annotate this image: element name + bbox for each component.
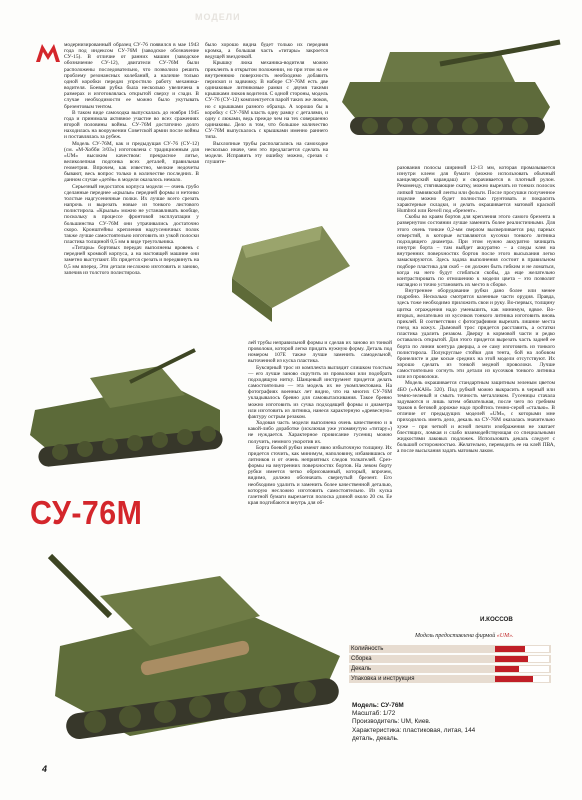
info-line: Характеристика: пластиковая, литая, 144	[352, 726, 476, 734]
rating-fill	[495, 666, 519, 672]
article-column-2-upper	[205, 42, 328, 196]
rating-row	[349, 665, 551, 673]
info-line: Производитель: UM, Киев.	[352, 718, 431, 726]
tank-photo-bottom	[40, 536, 350, 766]
tank-photo-top	[330, 12, 565, 160]
caption-text: Модель предоставлена фирмой	[415, 633, 497, 639]
article-column-1	[64, 42, 199, 334]
tank-photo-middle	[20, 340, 245, 480]
paragraph: было хорошо видна будет только их передняя кромка, а большая часть «титары» закроется ведущей звездочкой.	[205, 42, 328, 61]
rating-label: Сборка	[351, 656, 372, 662]
paragraph: Борта боевой рубки имеют явно избыточную толщину. Их придется сточить, как минимум, наполовину, избавившись от литников и от очень неприятных следов толкателей. Срез-формы на внутренних поверхностях бортов. На левом борту рубки имеется четко обрисованный, который, впрочем, видимо, должно обозначать свернутый брезент. Его необходимо удалить и заменить более качественной деталью, которую несложно изготовить самостоятельно. Из куска газетной бумаги вырезается полоска длиной около 20 см. Ее края подгибаются внутрь для об-	[248, 444, 392, 507]
rating-row	[349, 645, 551, 653]
rating-fill	[495, 656, 528, 662]
rating-row	[349, 655, 551, 663]
info-line: деталь, декаль.	[352, 734, 399, 742]
author-name: И.КОССОВ	[480, 616, 513, 623]
rating-fill	[495, 646, 525, 652]
caption-brand: «UM».	[496, 633, 514, 639]
model-credit-caption	[415, 633, 514, 639]
page-number: 4	[42, 764, 48, 774]
rating-bar	[495, 646, 549, 652]
article-column-3	[397, 165, 555, 605]
tank-illustration-icon	[20, 340, 245, 480]
hull-illustration-icon	[222, 196, 362, 336]
article-title: СУ-76М	[30, 494, 143, 531]
rating-row	[349, 675, 551, 683]
paragraph: Внутреннее оборудование рубки дано более или менее подробно. Несколько смотрятся казенные части орудия. Правда, здесь тоже необходимо приложить свои и руку. Во-первых, толщину щитка ограждения надо уменьшить, как минимум, вдвое. Во-вторых, желательно из кусочков тонкого литника изготовить вновь приклей. В соответствии с фотографиями вырезать лишние места гнезд на кожух. Дымовой трос придется расставить, а остатки пластика удалить резаком. Дверцу в кормовой части и редко оставалось открытой. Для этого придется вырезать часть задней ее борта по линии контура дверцы, а ее саму изготовить из тонкого полистирола. Полукруглые стойки для тента, бой на лобовом бронелисте и две косые средних на этой модели отсутствуют. Их хорошо сделать из тонкой медной проволоки. Лучше самостоятельно согнуть эти детали из кусочков тонкого литника или из проволоки.	[397, 288, 555, 381]
rating-label: Колийность	[351, 646, 384, 652]
ratings-table	[349, 645, 551, 692]
rating-bar	[495, 656, 549, 662]
rating-label: Декаль	[351, 666, 372, 672]
paragraph: Модель окрашивается стандартным защитным зеленым цветом 4БО («АКАН» 320). Под рубкой можно выкрасить в черный или темно-зеленый и смыть точность металликом. Гусеницы стачала задуваются и лишь затем обязательная, после чего по гребням траков в беговой дорожке надо пройтись темно-серой «сталью». В отличие от предыдущих моделей «UM», с которыми мне приходилось иметь дело, декаль на СУ-76М оказалась значительно хуже – при четкой и ясной печати изображения не хватает блестящих, ломкая и слабо взаимодействующая со специальными жидкостями лаковых подложек. Использовать декаль следует с большой осторожностью. Желательно, переводить ее на клей ПВА, а после высыхания задать матовым лаком.	[397, 380, 555, 455]
info-line: Модель: СУ-76М	[352, 702, 404, 709]
tank-illustration-icon	[40, 536, 350, 766]
info-line: Масштаб: 1/72	[352, 710, 396, 718]
rating-bar	[495, 666, 549, 672]
rating-label: Упаковка и инструкция	[351, 676, 415, 682]
paragraph: Скобы во краям бортов для крепления этого самого брезента в развернутом состоянии лучше заменить более реалистичными. Для этого очень тонкие 0,2-мм сверлом высверливается ряд парных отверстий, в которые вставляются кусочки тонкого литника подходящего диаметра. При этом нужно аккуратно зачищать изнутри борта – там выйдет аккуратно – а следы клея на внутренних поверхностях бортов после этого высыхания легко замаскируются. Здесь задача выполнения состоит в правильном подборе пластика для скоб – он должен быть гибким и не ломаться, когда на него будут сгибаться скобы, да еще желательно контрастировать по отношению к модели цвета – это позволит наглядно и точно установить их место в сборке.	[397, 214, 555, 288]
paragraph: Ходовая часть модели выполнена очень качественно и в какой-либо доработке (исключая уже упомянутую «титару») не нуждается. Характерное провисание гусениц можно получить, немного укоротив их.	[248, 420, 392, 445]
paragraph: разования полосы шириной 12-13 мм, которая промазывается изнутри клеем для бумаги (можно использовать обычный канцелярский карандаш) и сворачивается в плотный рулон. Рекоменду, стягивающие скатку, можно вырезать из тонких полосок липкой тамиявской ленты или фольги. После просушки полученное изделие можно будет полностью грунтовать и покрасить характерные складки, и делать окрашивается матовой краской Humbrol или Revell под «брезент».	[397, 165, 555, 215]
model-info-block	[352, 702, 552, 743]
paragraph: Буксирный трос из комплекта выглядит слишком толстым — его лучше заново скрутить из проволоки или подобрать подходящую нитку. Шанцевый инструмент придется делать самостоятельно — эта модель их не укомплектована. На фотографиях военных лет видно, что на многих СУ-76М укладывалось бревно для самовытаскивания. Такое бревно можно изготовить из сучка подходящей формы и диаметра или изготовить из литника, нанеся характерную «древесную» фактуру острым резаком.	[248, 364, 392, 420]
magazine-logo-icon	[34, 40, 64, 64]
rating-fill	[495, 676, 533, 682]
paragraph: лей трубы неправильной формы и сделав их заново из тонкой проволоки, которой легко придать нужную форму. Деталь под номером 107Е также лучше заменить самодельной, выточенной из куска пластика.	[248, 340, 392, 365]
paragraph: Выхлопные трубы располагались на самоходке несколько иначе, чем это предлагается сделать на модели. Исправить эту ошибку можно, срезав с глушите-	[205, 140, 328, 165]
paragraph: В таком виде самоходка выпускалась до ноября 1945 года и принимала активное участие во всех сражениях второй половины войны. СУ-76М достаточно долго находилась на вооружении Советской армии после войны и поставлялась за рубеж.	[64, 109, 199, 141]
paragraph: Модель СУ-76М, как и предыдущая СУ-76 (СУ-12) (см. «М-Хобби 3/03») изготовлена с традиционным для «UM» высоким качеством: прекрасное литье, великолепная подгонка всех деталей, правильная геометрия. Впрочем, как известно, мелкие недочеты бывают, весь вопрос только в количестве последних. В данном случае «детёв» в модели оказалось немало.	[64, 140, 199, 184]
paragraph: модернизированный образец СУ-76 появился в мае 1943 года под индексом СУ-76М (заводское обозначение СУ-15). В отличие от ранних машин (заводское обозначение СУ-12), двигатели СУ-76М были расположены последовательно, что позволило решить проблему резонансных колебаний, а наличие только одной коробки передач упростило работу механика-водителя. Боевая рубка была несколько увеличена в размерах и изготовлялась открытой сверху и сзади. В случае необходимости ее можно было укутывать брезентовым тентом.	[64, 42, 199, 110]
faded-header: МОДЕЛИ	[195, 12, 241, 22]
rating-bar	[495, 676, 549, 682]
paragraph: Серьезный недостаток корпуса модели — очень грубо сделанные переднее «крылья» передней формы и нетонко толстые надгусеничные полки. Их лучше всего срезать напрочь и вырезать новые из тонкого листового полистирола. «Крылья» можно не устанавливать вообще, поскольку в процессе фронтовой эксплуатации у большинства СУ-76М они утрачивались достаточно скоро. Кронштейны крепления надгусеничных полок также лучше самостоятельно изготовить из узкой полоски пластика толщиной 0,5 мм в виде треугольника.	[64, 183, 199, 245]
tank-illustration-icon	[330, 12, 565, 160]
paragraph: Крышку люка механика-водителя можно приклеить в открытом положении, но при этом на ее внутреннюю поверхность необходимо добавить перископ и задвижку. В наборе СУ-76М есть две одинаковые литниковые рамки с двумя такими крышками люков водителя. С одной стороны, модель СУ-76 (СУ-12) комплектуется парой таких же люков, но с крышками разного образца. А хорошо бы в коробку с СУ-76М класть одну рамку с деталями, и одну с люками, ведь прежде чем на тех совершенно одинаковы. Дело в том, что большое количество СУ-76М выпускалось с крышками именно раннего типа.	[205, 60, 328, 141]
hull-part-photo	[222, 196, 362, 336]
paragraph: «Титары» бортовых передач выполнены вровень с передней кромкой корпуса, а на настоящей машине они заметно выступают. Их придется срезать и передвинуть на 0,5 мм вперед. Эти детали несложно изготовить и заново, запечив из толстого полистирола.	[64, 245, 199, 276]
